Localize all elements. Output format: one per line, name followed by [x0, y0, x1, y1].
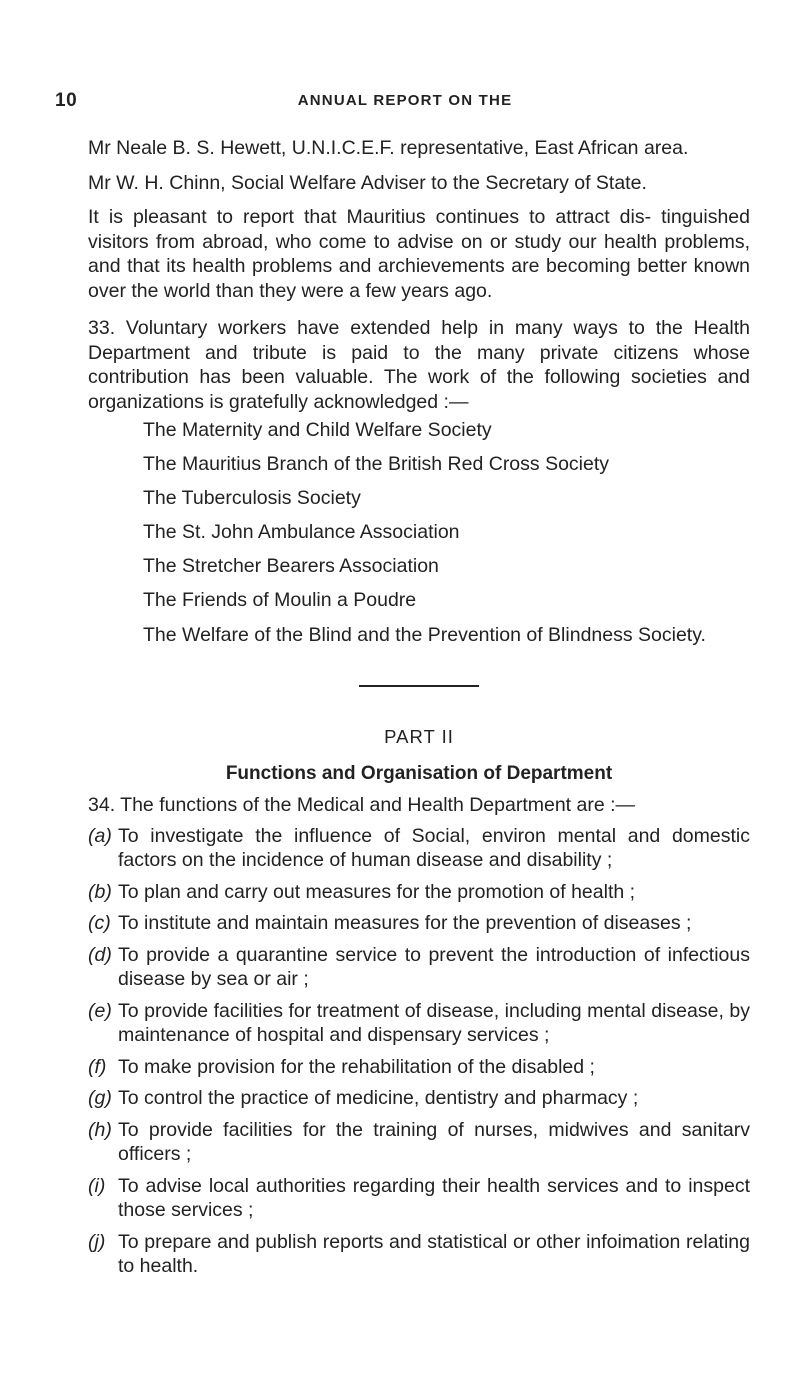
list-item: The Friends of Moulin a Poudre	[143, 589, 417, 612]
item-text: To prepare and publish reports and statistical or other infoimation relating to health.	[118, 1230, 750, 1278]
list-item: The Mauritius Branch of the British Red Cross Society	[143, 453, 610, 476]
list-item: The Maternity and Child Welfare Society	[143, 419, 492, 441]
function-item	[88, 943, 750, 992]
list-item: The St. John Ambulance Association	[143, 521, 460, 544]
function-item	[88, 1055, 750, 1080]
item-label: (d)	[88, 943, 112, 966]
section-title: Functions and Organisation of Department	[225, 762, 613, 784]
societies-list	[143, 418, 750, 647]
function-item	[88, 911, 750, 936]
item-text: To advise local authorities regarding their health services and to inspect those services ;	[118, 1174, 750, 1222]
item-label: (f)	[88, 1055, 107, 1078]
function-item	[88, 1174, 750, 1223]
item-text: To provide facilities for treatment of disease, including mental disease, by maintenance of hospital and dispensary services ;	[118, 999, 750, 1047]
item-label: (a)	[88, 824, 112, 847]
item-label: (j)	[88, 1230, 106, 1253]
intro-line: Mr Neale B. S. Hewett, U.N.I.C.E.F. representative, East African area.	[88, 137, 689, 159]
running-head: ANNUAL REPORT ON THE	[297, 92, 513, 109]
function-item	[88, 1230, 750, 1279]
item-label: (i)	[88, 1174, 106, 1197]
page-header	[55, 90, 755, 116]
item-label: (g)	[88, 1087, 112, 1110]
item-label: (e)	[88, 999, 112, 1022]
functions-list	[88, 824, 750, 1279]
item-text: To control the practice of medicine, dentistry and pharmacy ;	[118, 1087, 639, 1110]
item-label: (c)	[88, 912, 111, 935]
item-text: To make provision for the rehabilitation of the disabled ;	[118, 1055, 595, 1078]
part-heading: PART II	[384, 726, 454, 748]
paragraph-34: 34. The functions of the Medical and Health Department are :—	[88, 794, 636, 817]
section-divider	[359, 685, 479, 687]
item-text: To plan and carry out measures for the promotion of health ;	[118, 880, 636, 903]
item-text: To investigate the influence of Social, environ mental and domestic factors on the incidence of human disease and disability ;	[118, 824, 750, 872]
function-item	[88, 824, 750, 873]
function-item	[88, 1086, 750, 1111]
intro-line: Mr W. H. Chinn, Social Welfare Adviser to the Secretary of State.	[88, 171, 647, 194]
function-item	[88, 999, 750, 1048]
item-text: To institute and maintain measures for the prevention of diseases ;	[118, 912, 692, 935]
list-item: The Tuberculosis Society	[143, 487, 361, 510]
page-number: 10	[55, 90, 78, 111]
item-label: (b)	[88, 880, 112, 903]
list-item: The Stretcher Bearers Association	[143, 555, 439, 578]
list-item: The Welfare of the Blind and the Prevention of Blindness Society.	[143, 623, 706, 646]
paragraph-33: 33. Voluntary workers have extended help in many ways to the Health Department and tribute is paid to the many private citizens whose contribution has been valuable. The work of the following societies and organizations is gratefully acknowledged :—	[88, 317, 750, 413]
item-text: To provide facilities for the training of nurses, midwives and sanitarv officers ;	[118, 1118, 750, 1166]
function-item	[88, 1118, 750, 1167]
item-text: To provide a quarantine service to prevent the introduction of infectious disease by sea or air ;	[118, 943, 750, 991]
item-label: (h)	[88, 1118, 112, 1141]
page-body	[88, 136, 750, 1286]
function-item	[88, 880, 750, 905]
paragraph-visitors: It is pleasant to report that Mauritius continues to attract dis- tinguished visitors from abroad, who come to advise on or study our health problems, and that its health problems and archievements are becoming better known over the world than they were a few years ago.	[88, 206, 750, 302]
